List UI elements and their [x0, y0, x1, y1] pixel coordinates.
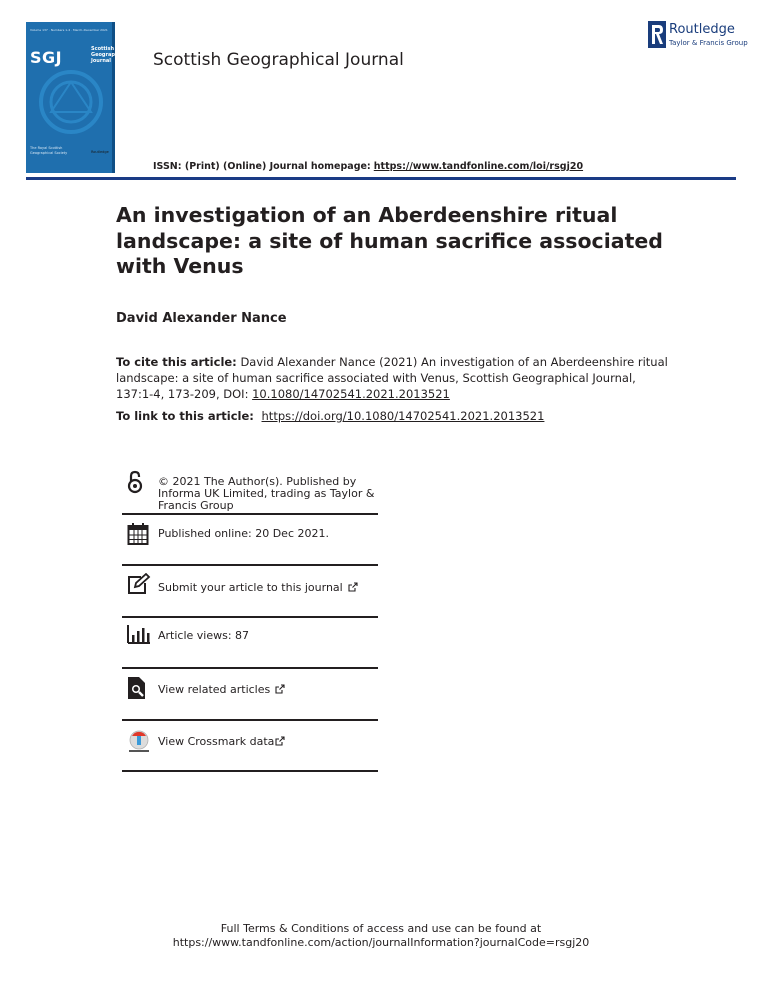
footer: [0, 922, 762, 950]
journal-title: Scottish Geographical Journal: [153, 50, 404, 70]
crossmark-link[interactable]: [158, 736, 380, 748]
footer-terms-link[interactable]: https://www.tandfonline.com/action/journalInformation?journalCode=rsgj20: [172, 936, 590, 949]
submit-article-text: Submit your article to this journal: [158, 581, 343, 594]
cover-emblem-icon: [36, 67, 106, 137]
routledge-logo[interactable]: [648, 20, 748, 50]
article-views-text: Article views: 87: [158, 629, 250, 642]
calendar-icon: [127, 522, 149, 546]
open-access-icon: [127, 470, 143, 494]
journal-cover-thumbnail[interactable]: [26, 22, 137, 173]
footer-line-1: Full Terms & Conditions of access and use can be found at: [220, 922, 542, 935]
cover-journal-name: Scottish Geographical Journal: [91, 46, 129, 64]
bar-chart-icon: [127, 624, 151, 644]
views-row: [122, 624, 378, 672]
crossmark-icon: [127, 730, 151, 754]
published-row: [122, 521, 378, 569]
article-link: [116, 409, 544, 423]
crossmark-text: View Crossmark data: [158, 735, 275, 748]
row-divider: [122, 667, 378, 669]
citation: [116, 354, 676, 402]
routledge-sub: Taylor & Francis Group: [669, 39, 748, 47]
citation-label: To cite this article:: [116, 355, 237, 369]
article-author: David Alexander Nance: [116, 311, 287, 326]
issn-line: [153, 161, 583, 172]
article-doi-url[interactable]: https://doi.org/10.1080/14702541.2021.2013521: [261, 409, 545, 423]
article-title: An investigation of an Aberdeenshire ritual landscape: a site of human sacrifice associated with Venus: [116, 203, 663, 278]
citation-text: David Alexander Nance (2021) An investigation of an Aberdeenshire ritual landscape: a site of human sacrifice associated with Venus, Scottish Geographical Journal, 137:1-4, 173-209, DOI:: [116, 355, 668, 401]
row-divider: [122, 719, 378, 721]
issn-label: ISSN: (Print) (Online) Journal homepage:: [153, 161, 371, 172]
related-articles-link[interactable]: [158, 684, 380, 696]
cover-society: The Royal Scottish Geographical Society: [30, 146, 68, 155]
article-link-label: To link to this article:: [116, 409, 254, 423]
license-row: [122, 470, 378, 518]
row-divider: [122, 513, 378, 515]
routledge-name: Routledge: [669, 22, 735, 37]
edit-icon: [127, 573, 151, 595]
external-link-icon: [348, 582, 358, 592]
journal-homepage-link[interactable]: https://www.tandfonline.com/loi/rsgj20: [373, 161, 584, 172]
row-divider: [122, 770, 378, 772]
crossmark-row[interactable]: [122, 727, 378, 775]
citation-doi-link[interactable]: 10.1080/14702541.2021.2013521: [252, 387, 450, 401]
row-divider: [122, 564, 378, 566]
row-divider: [122, 616, 378, 618]
cover-acronym: SGJ: [30, 48, 63, 67]
header-rule: [26, 177, 736, 180]
submit-article-link[interactable]: [158, 582, 380, 594]
cover-issue-line: Volume 137 · Numbers 1-4 · March–December 2021: [30, 28, 108, 32]
related-row[interactable]: [122, 675, 378, 723]
license-text: © 2021 The Author(s). Published by Informa UK Limited, trading as Taylor & Francis Group: [158, 475, 375, 512]
search-document-icon: [127, 676, 147, 700]
external-link-icon: [275, 736, 285, 746]
published-text: Published online: 20 Dec 2021.: [158, 527, 329, 540]
routledge-mark-icon: [648, 21, 666, 48]
cover-publisher: Routledge: [91, 150, 109, 154]
external-link-icon: [275, 684, 285, 694]
submit-row[interactable]: [122, 573, 378, 621]
related-articles-text: View related articles: [158, 683, 271, 696]
